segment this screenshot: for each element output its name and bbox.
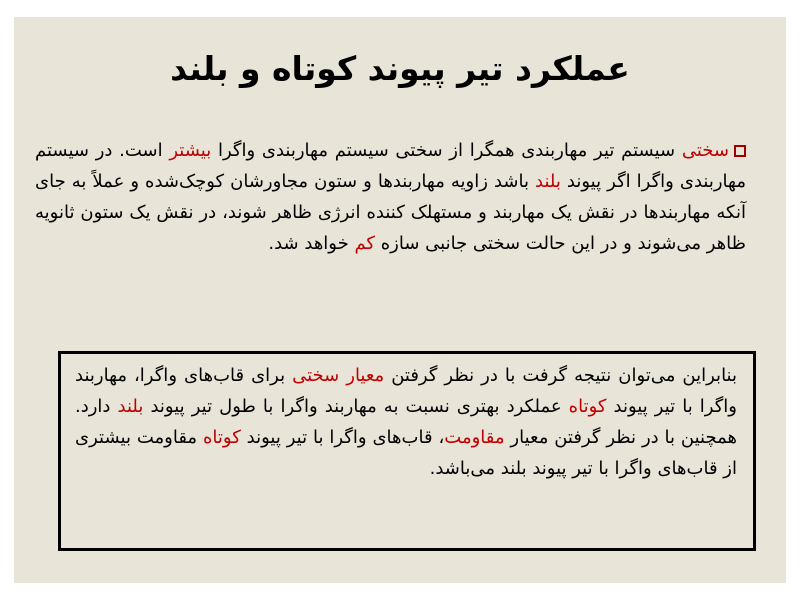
highlighted-term: کم bbox=[354, 233, 376, 254]
main-paragraph bbox=[35, 135, 746, 259]
text-segment: مقاومت بیشتری از قاب‌های واگرا با تیر پیوند بلند می‌باشد. bbox=[75, 427, 737, 479]
highlighted-term: مقاومت bbox=[444, 427, 505, 448]
text-segment: دارد. همچنین با در نظر گرفتن معیار bbox=[75, 396, 738, 448]
text-segment: بنابراین می‌توان نتیجه گرفت با در نظر گرفتن bbox=[384, 365, 737, 386]
highlighted-term: معیار سختی bbox=[292, 365, 385, 386]
text-segment: باشد زاویه مهاربندها و ستون مجاورشان کوچک‌شده و عملاً به جای آنکه مهاربندها در نقش یک مهاربند و مستهلک کننده انرژی ظاهر شوند، در نقش یک ستون ثانویه ظاهر می‌شوند و در این حالت سختی جانبی سازه bbox=[35, 171, 746, 254]
highlighted-term: کوتاه bbox=[202, 427, 241, 448]
highlighted-term: بلند bbox=[535, 171, 561, 192]
paragraph-text bbox=[35, 140, 746, 254]
text-segment: خواهد شد. bbox=[268, 233, 355, 254]
slide bbox=[14, 17, 786, 583]
slide-title: عملکرد تیر پیوند کوتاه و بلند bbox=[170, 49, 630, 88]
text-segment: عملکرد بهتری نسبت به مهاربند واگرا با طول تیر پیوند bbox=[143, 396, 569, 417]
conclusion-box bbox=[58, 351, 756, 551]
text-segment: است. در سیستم مهاربندی واگرا اگر پیوند bbox=[35, 140, 746, 192]
conclusion-text bbox=[75, 360, 737, 484]
text-segment: سیستم تیر مهاربندی همگرا از سختی سیستم مهاربندی واگرا bbox=[211, 140, 682, 161]
highlighted-term: بیشتر bbox=[169, 140, 212, 161]
text-segment: ، قاب‌های واگرا با تیر پیوند bbox=[240, 427, 445, 448]
highlighted-term: سختی bbox=[681, 140, 729, 161]
square-bullet-icon bbox=[734, 145, 746, 157]
highlighted-term: کوتاه bbox=[568, 396, 607, 417]
text-segment: برای قاب‌های واگرا، مهاربند واگرا با تیر پیوند bbox=[75, 365, 737, 417]
highlighted-term: بلند bbox=[117, 396, 144, 417]
